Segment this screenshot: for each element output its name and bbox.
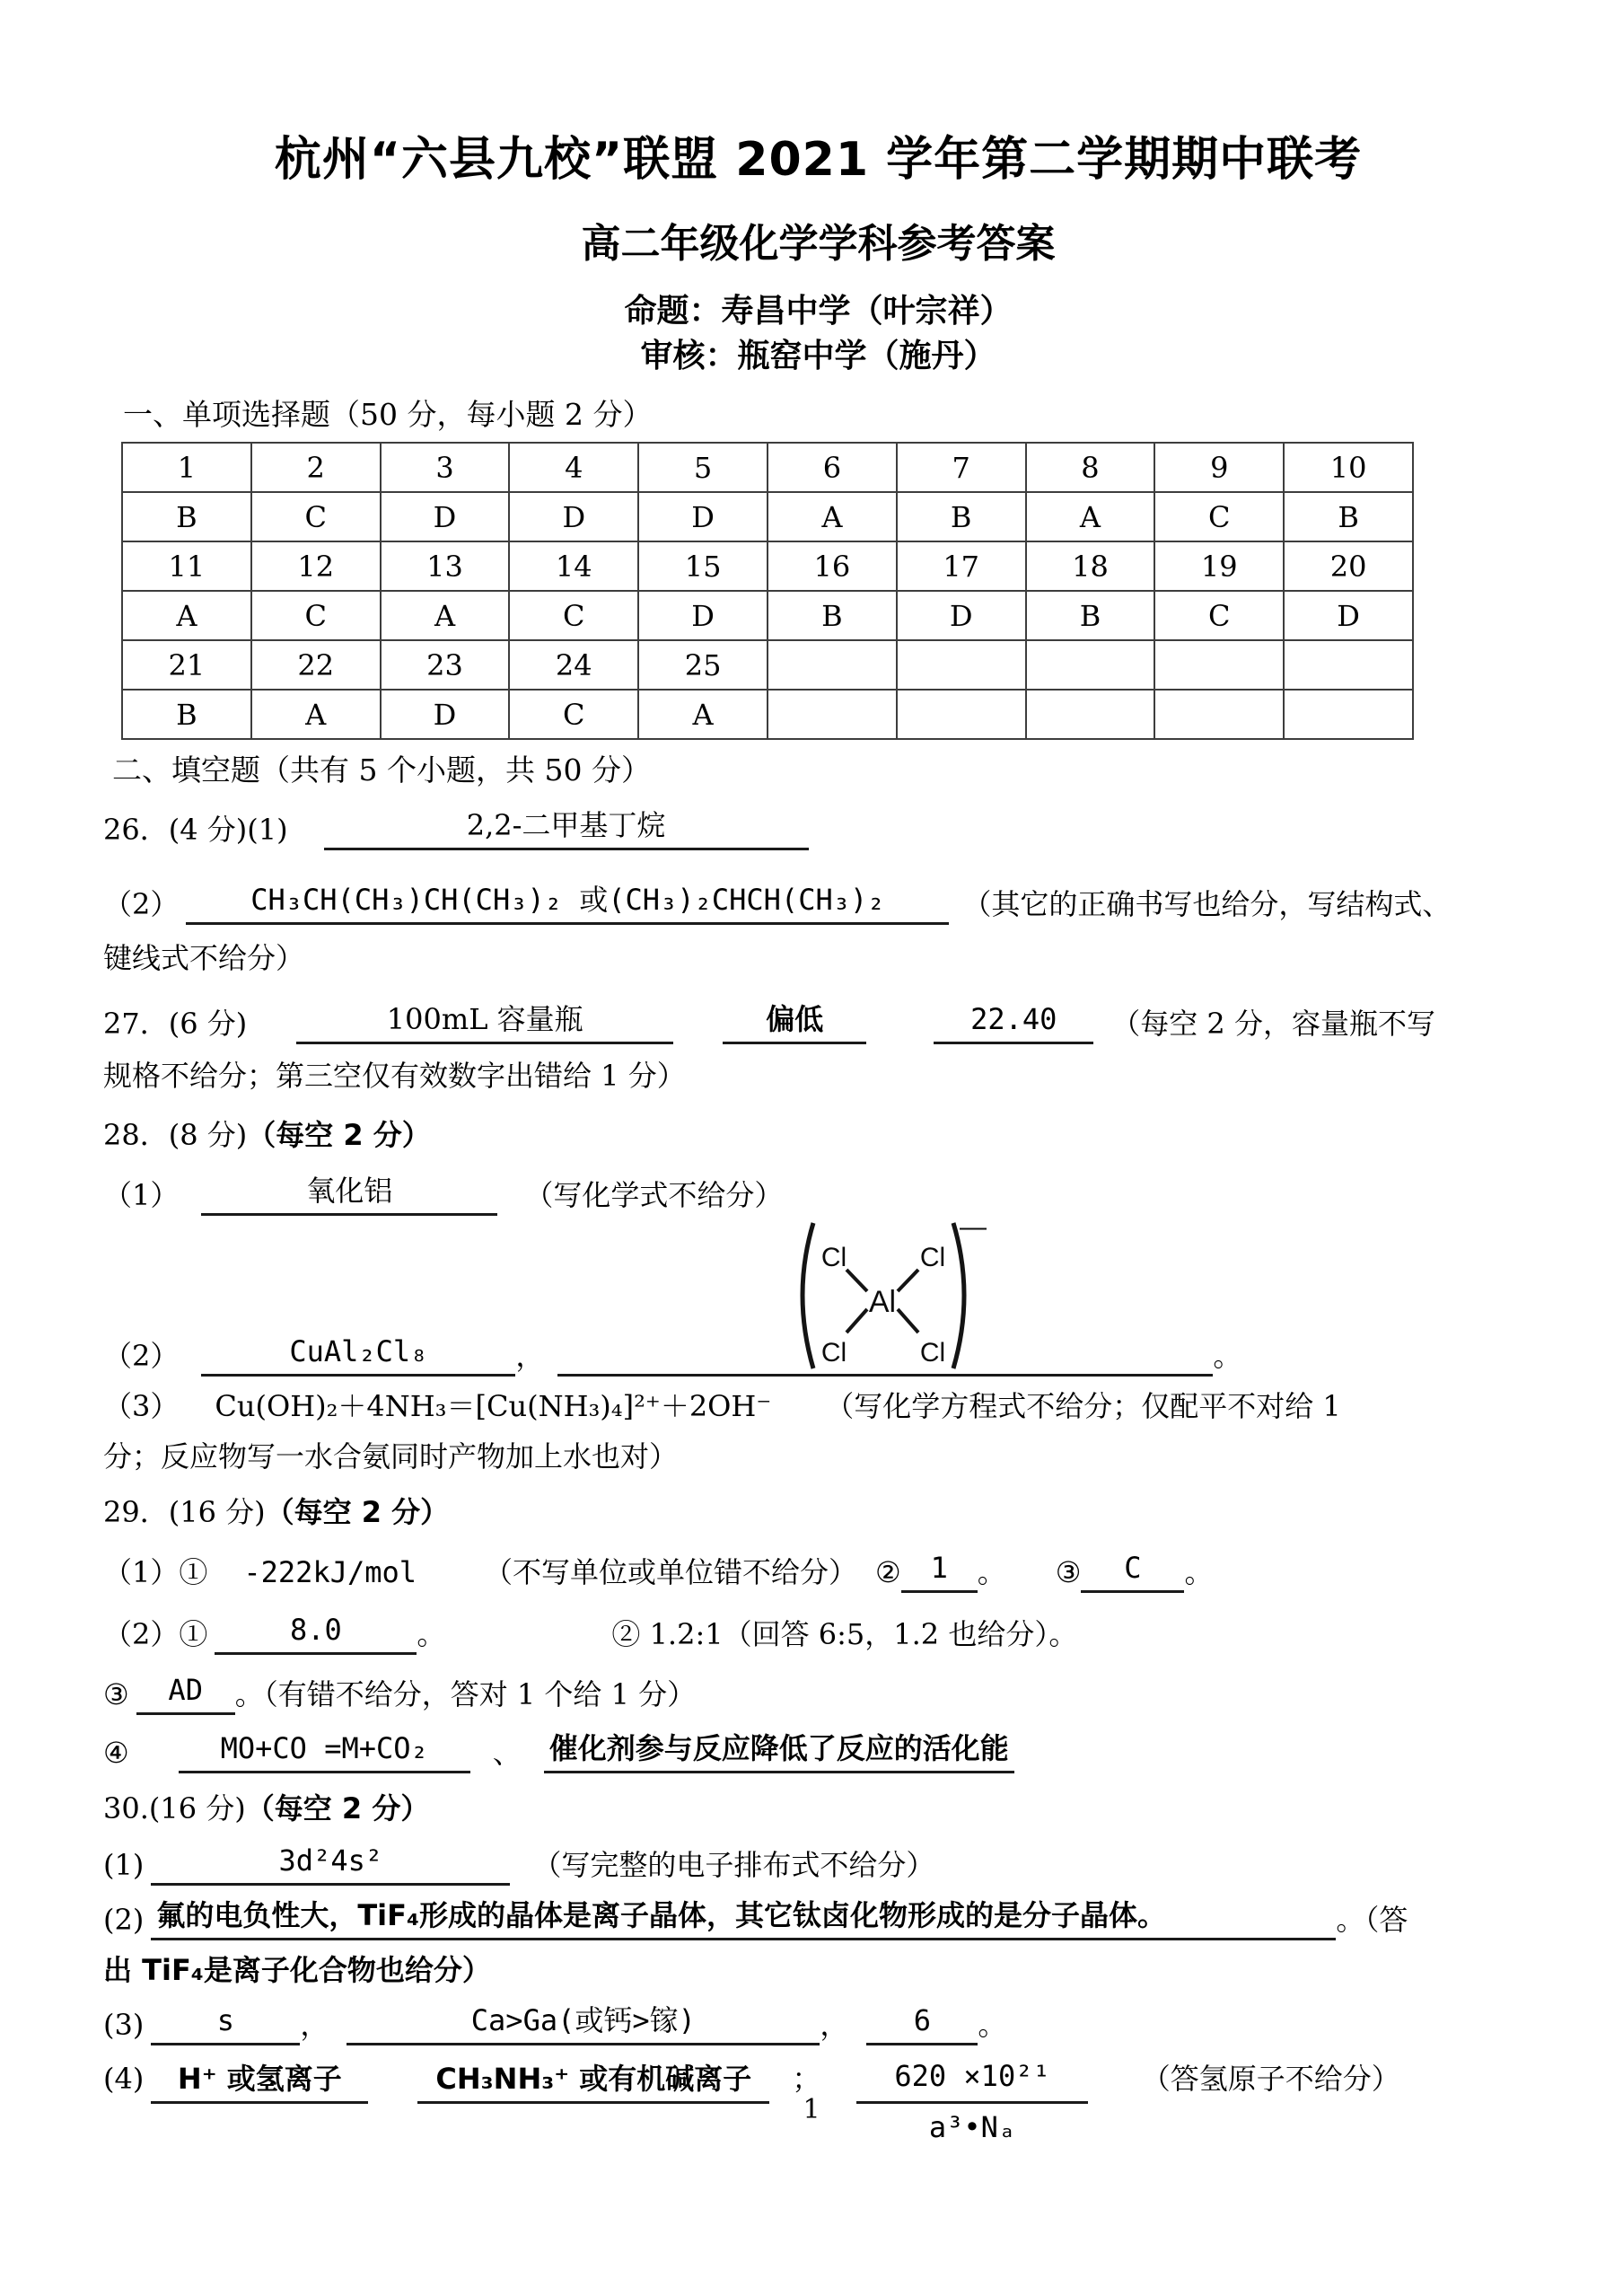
q30-part2-line xyxy=(103,1895,1533,1940)
table-cell: D xyxy=(638,492,768,541)
q29-part4-answer2: 催化剂参与反应降低了反应的活化能 xyxy=(548,1731,1009,1765)
q30-part2-answer-blank xyxy=(151,1895,1336,1940)
q28-stem-line xyxy=(103,1114,1533,1156)
q27-stem: 27．(6 分) xyxy=(103,1007,248,1041)
table-cell: C xyxy=(1154,492,1284,541)
q30-part3-line xyxy=(103,2000,1533,2045)
q28-part3-note-line2: 分；反应物写一水合氨同时产物加上水也对） xyxy=(103,1439,679,1473)
table-cell: 15 xyxy=(638,541,768,591)
table-cell xyxy=(1026,690,1155,739)
q29-part1b-answer: 1 xyxy=(930,1551,948,1585)
section2-heading: 二、填空题（共有 5 个小题，共 50 分） xyxy=(112,752,651,787)
table-cell: C xyxy=(251,492,381,541)
q30-part4-answer1: H⁺ 或氢离子 xyxy=(177,2062,342,2096)
q28-part2-label: （2） xyxy=(103,1339,180,1373)
q30-part3-comma1: ， xyxy=(300,2008,329,2042)
q26-note-line1: （其它的正确书写也给分，写结构式、 xyxy=(962,887,1452,921)
table-cell: 12 xyxy=(251,541,381,591)
table-cell: 3 xyxy=(381,443,510,492)
q28-part3-line xyxy=(103,1386,1533,1427)
table-cell: 5 xyxy=(638,443,768,492)
q30-part3-answer1-blank xyxy=(151,2000,300,2045)
q29-part1c-answer: C xyxy=(1124,1551,1142,1585)
q28-part1-label: （1） xyxy=(103,1178,180,1212)
q27-answer1: 100mL 容量瓶 xyxy=(386,1002,583,1036)
table-cell: 14 xyxy=(509,541,638,591)
table-cell: A xyxy=(1026,492,1155,541)
q29-part4-answer1-blank xyxy=(179,1728,470,1773)
table-cell: B xyxy=(768,591,897,640)
q28-part1-answer: 氧化铝 xyxy=(306,1174,393,1208)
table-cell: 1 xyxy=(122,443,251,492)
q30-part3-period: 。 xyxy=(978,2008,1007,2042)
q26-stem: 26．(4 分)(1) xyxy=(103,813,288,847)
q28-part2-structure-blank xyxy=(557,1216,1213,1377)
aluminum-atom-label: Al xyxy=(869,1285,897,1319)
table-cell: 2 xyxy=(251,443,381,492)
q28-part3-equation: Cu(OH)₂＋4NH₃＝[Cu(NH₃)₄]²⁺＋2OH⁻ xyxy=(215,1389,772,1423)
table-cell: 23 xyxy=(381,640,510,690)
table-cell xyxy=(897,690,1026,739)
q29-part1-note: （不写单位或单位错不给分） xyxy=(484,1555,858,1589)
q27-answer2: 偏低 xyxy=(766,1002,824,1036)
q26-answer2-blank xyxy=(186,879,949,925)
q30-part1-note: （写完整的电子排布式不给分） xyxy=(532,1848,935,1882)
reviewer-line: 审核：瓶窑中学（施丹） xyxy=(640,338,996,374)
q29-part1c-label: ③ xyxy=(1055,1555,1082,1589)
q30-part4-note: （答氢原子不给分） xyxy=(1141,2062,1400,2096)
q29-part1c-answer-blank xyxy=(1081,1547,1184,1593)
table-cell xyxy=(768,640,897,690)
q29-part1b-label: ② xyxy=(875,1555,901,1589)
chlorine-atom-label: Cl xyxy=(920,1243,946,1272)
q26-part1-line xyxy=(103,805,1533,850)
table-cell: 17 xyxy=(897,541,1026,591)
section1-heading: 一、单项选择题（50 分，每小题 2 分） xyxy=(123,397,653,432)
q29-part3-note: 。（有错不给分，答对 1 个给 1 分） xyxy=(234,1677,697,1711)
q27-answer3-blank xyxy=(934,998,1093,1044)
table-cell: 25 xyxy=(638,640,768,690)
q28-stem: 28．(8 分) xyxy=(103,1118,248,1152)
table-cell: 20 xyxy=(1284,541,1413,591)
q26-answer2: CH₃CH(CH₃)CH(CH₃)₂ 或(CH₃)₂CHCH(CH₃)₂ xyxy=(250,883,885,917)
table-cell: 16 xyxy=(768,541,897,591)
table-row-answers-2 xyxy=(122,591,1413,640)
table-cell: B xyxy=(1026,591,1155,640)
table-cell xyxy=(1154,640,1284,690)
q30-part1-answer: 3d²4s² xyxy=(278,1843,383,1878)
q27-line1 xyxy=(103,998,1533,1044)
q29-part2-period: 。 xyxy=(417,1617,446,1651)
chlorine-atom-label: Cl xyxy=(920,1338,946,1368)
q29-part1-answer: -222kJ/mol xyxy=(243,1555,417,1589)
q30-part2-label: (2) xyxy=(103,1903,145,1937)
q30-part3-answer3-blank xyxy=(866,2000,978,2045)
q27-answer3: 22.40 xyxy=(970,1002,1057,1036)
table-cell: 8 xyxy=(1026,443,1155,492)
table-cell: C xyxy=(251,591,381,640)
q29-stem-line xyxy=(103,1491,1533,1533)
q28-part2-line xyxy=(103,1216,1533,1377)
q29-part1-line xyxy=(103,1547,1533,1593)
q26-part2-line xyxy=(103,879,1533,925)
q26-part2-label: （2） xyxy=(103,887,180,921)
fraction-denominator: a³•Nₐ xyxy=(928,2110,1016,2144)
table-cell: C xyxy=(509,591,638,640)
q29-part1b-answer-blank xyxy=(901,1547,978,1593)
q29-part4-answer2-blank xyxy=(544,1728,1014,1773)
q30-part3-answer2: Ca>Ga(或钙>镓) xyxy=(470,2003,696,2037)
q28-part2-comma: ， xyxy=(515,1339,545,1373)
q29-part2-answer: 8.0 xyxy=(289,1613,342,1647)
q27-answer1-blank xyxy=(296,998,673,1044)
q29-part2-answer-blank xyxy=(215,1609,417,1655)
q30-part4-semicolon: ； xyxy=(792,2062,821,2096)
table-row-question-numbers-2 xyxy=(122,541,1413,591)
q30-part4-answer2: CH₃NH₃⁺ 或有机碱离子 xyxy=(435,2062,752,2096)
q29-part3-label: ③ xyxy=(103,1677,129,1711)
table-cell: 10 xyxy=(1284,443,1413,492)
table-cell: 22 xyxy=(251,640,381,690)
table-cell: B xyxy=(1284,492,1413,541)
q28-part1-answer-blank xyxy=(201,1170,497,1216)
table-row-question-numbers-3 xyxy=(122,640,1413,690)
q29-part4-answer1: MO+CO =M+CO₂ xyxy=(220,1731,428,1765)
q30-stem-line xyxy=(103,1788,1533,1829)
q28-part2-answer-blank xyxy=(201,1331,515,1377)
q27-note-line2: 规格不给分；第三空仅有效数字出错给 1 分） xyxy=(103,1059,686,1093)
q30-stem: 30.(16 分) xyxy=(103,1791,246,1825)
table-cell: 11 xyxy=(122,541,251,591)
proposer-line: 命题：寿昌中学（叶宗祥） xyxy=(624,293,1013,330)
q29-stem-note: （每空 2 分） xyxy=(265,1495,450,1529)
table-cell xyxy=(1154,690,1284,739)
q30-part3-answer3: 6 xyxy=(913,2003,931,2037)
q30-part1-answer-blank xyxy=(151,1840,510,1886)
q29-part2-line xyxy=(103,1609,1533,1655)
table-cell: 13 xyxy=(381,541,510,591)
q30-part2-tail: 。（答 xyxy=(1336,1903,1408,1937)
table-cell xyxy=(768,690,897,739)
q29-stem: 29．(16 分) xyxy=(103,1495,266,1529)
q26-note-line2: 键线式不给分） xyxy=(103,941,305,975)
table-row-question-numbers-1 xyxy=(122,443,1413,492)
table-cell: 18 xyxy=(1026,541,1155,591)
table-cell: C xyxy=(509,690,638,739)
table-cell: D xyxy=(381,492,510,541)
alcl4-atoms xyxy=(821,1243,945,1368)
table-cell: A xyxy=(381,591,510,640)
q27-note-line1: （每空 2 分，容量瓶不写 xyxy=(1111,1007,1435,1041)
q29-part4-label: ④ xyxy=(103,1736,129,1770)
q28-part3-note-line1: （写化学方程式不给分；仅配平不对给 1 xyxy=(825,1389,1341,1423)
q29-part3-line xyxy=(103,1669,1533,1715)
table-cell: A xyxy=(251,690,381,739)
q28-part2-answer: CuAl₂Cl₈ xyxy=(289,1334,428,1368)
table-cell: B xyxy=(897,492,1026,541)
q28-part1-line xyxy=(103,1170,1533,1216)
q28-part1-note: （写化学式不给分） xyxy=(524,1178,784,1212)
table-cell xyxy=(897,640,1026,690)
q30-part2-cont-line: 出 TiF₄是离子化合物也给分） xyxy=(103,1953,491,1987)
q30-part3-answer2-blank xyxy=(347,2000,820,2045)
table-cell xyxy=(1026,640,1155,690)
table-cell: A xyxy=(768,492,897,541)
q29-part2-label: （2）① xyxy=(103,1617,208,1651)
table-cell: D xyxy=(1284,591,1413,640)
page-subtitle: 高二年级化学学科参考答案 xyxy=(581,221,1056,267)
table-cell: 24 xyxy=(509,640,638,690)
table-row-answers-3 xyxy=(122,690,1413,739)
q26-answer1-blank xyxy=(324,805,809,850)
fraction-numerator: 620 ×10²¹ xyxy=(856,2058,1087,2104)
q29-part3-answer-blank xyxy=(136,1669,235,1715)
table-cell: 19 xyxy=(1154,541,1284,591)
page-title: 杭州“六县九校”联盟 2021 学年第二学期期中联考 xyxy=(274,133,1363,187)
table-cell: D xyxy=(509,492,638,541)
q30-part4-label: (4) xyxy=(103,2062,145,2096)
q28-part2-period: 。 xyxy=(1213,1339,1242,1373)
q30-part1-line xyxy=(103,1840,1533,1886)
table-cell: 6 xyxy=(768,443,897,492)
chlorine-atom-label: Cl xyxy=(821,1338,847,1368)
table-cell: D xyxy=(638,591,768,640)
page-number: 1 xyxy=(803,2094,820,2125)
q28-stem-note: （每空 2 分） xyxy=(247,1118,431,1152)
table-cell xyxy=(1284,690,1413,739)
table-cell: D xyxy=(897,591,1026,640)
q29-part1-label: （1）① xyxy=(103,1555,208,1589)
table-cell: A xyxy=(638,690,768,739)
table-cell xyxy=(1284,640,1413,690)
q27-answer2-blank xyxy=(723,998,866,1044)
table-cell: B xyxy=(122,492,251,541)
table-cell: D xyxy=(381,690,510,739)
alcl4-structure xyxy=(777,1216,993,1376)
q30-part2-answer: 氟的电负性大，TiF₄形成的晶体是离子晶体，其它钛卤化物形成的是分子晶体。 xyxy=(156,1898,1167,1932)
charge-minus-label: — xyxy=(960,1216,987,1242)
q30-part3-label: (3) xyxy=(103,2008,145,2042)
choice-answer-table xyxy=(121,442,1414,740)
table-cell: B xyxy=(122,690,251,739)
table-cell: 9 xyxy=(1154,443,1284,492)
q29-part4-separator: 、 xyxy=(492,1736,522,1770)
q30-stem-note: （每空 2 分） xyxy=(245,1791,430,1825)
q29-part2b-text: ② 1.2:1（回答 6:5，1.2 也给分）。 xyxy=(611,1617,1078,1651)
q29-part4-line xyxy=(103,1728,1533,1773)
q30-part3-answer1: s xyxy=(216,2003,234,2037)
chlorine-atom-label: Cl xyxy=(821,1243,847,1272)
table-cell: C xyxy=(1154,591,1284,640)
q30-part1-label: (1) xyxy=(103,1848,145,1882)
table-cell: 7 xyxy=(897,443,1026,492)
q26-answer1: 2,2-二甲基丁烷 xyxy=(466,808,666,842)
table-cell: 4 xyxy=(509,443,638,492)
table-cell: A xyxy=(122,591,251,640)
q29-part3-answer: AD xyxy=(168,1673,203,1707)
table-cell: 21 xyxy=(122,640,251,690)
q30-part3-comma2: ， xyxy=(820,2008,849,2042)
table-row-answers-1 xyxy=(122,492,1413,541)
q29-part1c-period: 。 xyxy=(1184,1555,1214,1589)
q28-part3-label: （3） xyxy=(103,1389,180,1423)
q29-part1b-period: 。 xyxy=(977,1555,1006,1589)
